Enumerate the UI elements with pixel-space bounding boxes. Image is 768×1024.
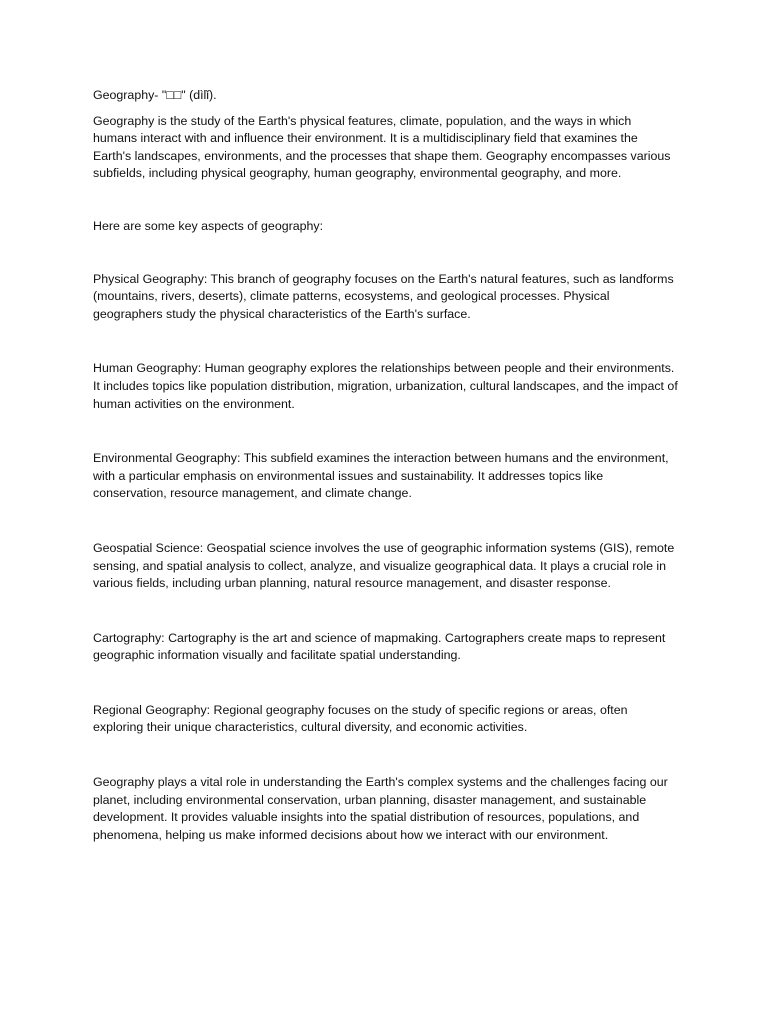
conclusion-paragraph: Geography plays a vital role in understanding the Earth's complex systems and the challenges facing our planet, including environmental conservation, urban planning, disaster management, and sustainable development. It provides valuable insights into the spatial distribution of resources, populations, and phenomena, helping us make informed decisions about how we interact with our environment. <box>93 775 668 842</box>
document-body <box>93 87 678 844</box>
section-geospatial-science: Geospatial Science: Geospatial science involves the use of geographic information systems (GIS), remote sensing, and spatial analysis to collect, analyze, and visualize geographical data. It plays a crucial role in various fields, including urban planning, natural resource management, and disaster response. <box>93 540 675 591</box>
section-regional-geography: Regional Geography: Regional geography focuses on the study of specific regions or areas, often exploring their unique characteristics, cultural diversity, and economic activities. <box>93 702 628 735</box>
lead-paragraph: Here are some key aspects of geography: <box>93 218 324 233</box>
section-environmental-geography: Environmental Geography: This subfield examines the interaction between humans and the environment, with a particular emphasis on environmental issues and sustainability. It addresses topics like conservation, resource management, and climate change. <box>93 451 669 501</box>
section-physical-geography: Physical Geography: This branch of geography focuses on the Earth's natural features, such as landforms (mountains, rivers, deserts), climate patterns, ecosystems, and geological processes. Physical geographers study the physical characteristics of the Earth's surface. <box>93 271 674 321</box>
document-title-line: Geography- "□□" (dìlǐ). <box>93 88 217 102</box>
section-cartography: Cartography: Cartography is the art and science of mapmaking. Cartographers create maps to represent geographic information visually and facilitate spatial understanding. <box>93 630 666 663</box>
intro-paragraph: Geography is the study of the Earth's physical features, climate, population, and the ways in which humans interact with and influence their environment. It is a multidisciplinary field that examines the Earth's landscapes, environments, and the processes that shape them. Geography encompasses various subfields, including physical geography, human geography, environmental geography, and more. <box>93 113 671 181</box>
section-human-geography: Human Geography: Human geography explores the relationships between people and their environments. It includes topics like population distribution, migration, urbanization, cultural landscapes, and the impact of human activities on the environment. <box>93 361 678 411</box>
